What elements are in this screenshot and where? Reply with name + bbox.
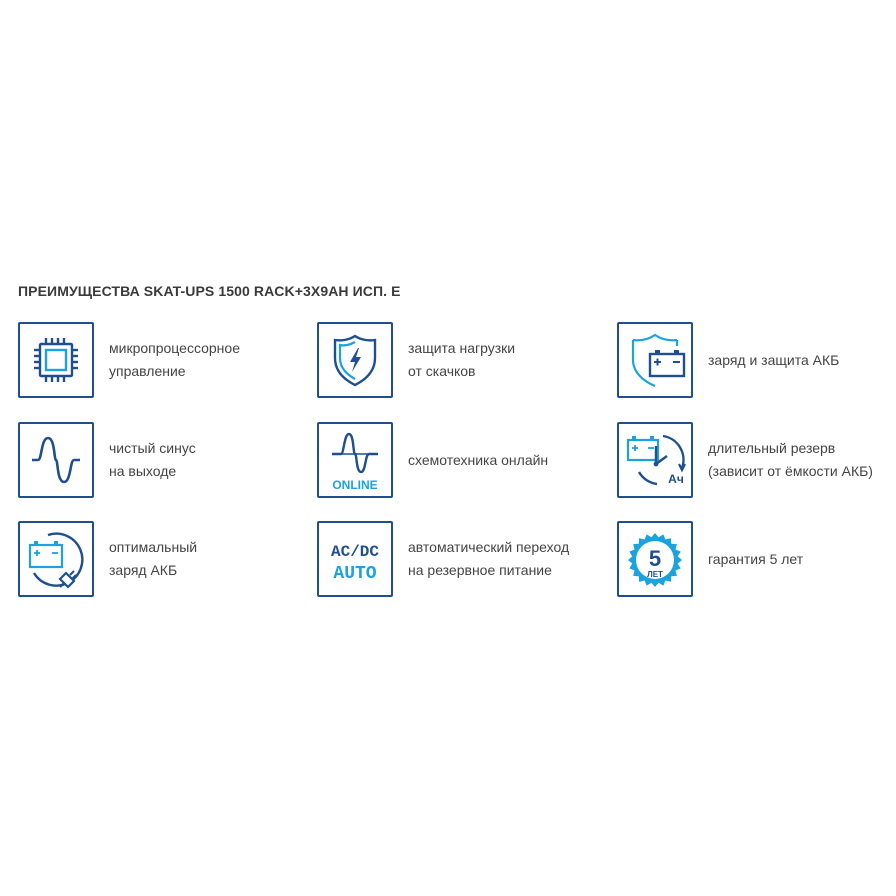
feature-label [109, 322, 240, 398]
feature-label [708, 521, 803, 597]
warranty-badge-icon [619, 523, 691, 595]
online-icon [319, 424, 391, 496]
feature-label [109, 521, 197, 597]
shield-battery-icon [619, 324, 691, 396]
icon-frame [617, 322, 693, 398]
feature-label [708, 422, 873, 498]
feature-label-line: от скачков [408, 363, 476, 379]
icon-frame [18, 322, 94, 398]
feature-auto-transfer [317, 521, 607, 599]
auto-icon-text: AUTO [333, 564, 377, 584]
feature-surge-protection [317, 322, 607, 400]
feature-label-line: (зависит от ёмкости АКБ) [708, 463, 873, 479]
feature-warranty [617, 521, 896, 599]
acdc-auto-icon [319, 523, 391, 595]
battery-plug-icon [20, 523, 92, 595]
feature-label-line: микропроцессорное [109, 340, 240, 356]
warranty-unit-text: ЛЕТ [647, 570, 663, 579]
feature-long-backup [617, 422, 896, 500]
feature-label-line: на выходе [109, 463, 177, 479]
shield-lightning-icon [319, 324, 391, 396]
acdc-icon-text: AC/DC [330, 543, 380, 561]
feature-microprocessor [18, 322, 308, 400]
feature-label [708, 322, 839, 398]
warranty-years-text: 5 [648, 546, 662, 571]
battery-clock-icon [619, 424, 691, 496]
feature-label-line: схемотехника онлайн [408, 451, 549, 468]
feature-optimal-charge [18, 521, 308, 599]
feature-label [408, 521, 569, 597]
feature-label [408, 422, 548, 498]
icon-frame [317, 322, 393, 398]
feature-label-line: заряд и защита АКБ [708, 351, 840, 368]
feature-label-line: автоматический переход [408, 539, 570, 555]
feature-label-line: длительный резерв [708, 440, 836, 456]
feature-label-line: управление [109, 363, 186, 379]
icon-frame [317, 521, 393, 597]
feature-label-line: оптимальный [109, 539, 198, 555]
section-title: ПРЕИМУЩЕСТВА SKAT-UPS 1500 RACK+3X9AH ИСП. Е [18, 283, 401, 299]
feature-label-line: на резервное питание [408, 562, 552, 578]
feature-online [317, 422, 607, 500]
feature-label-line: чистый синус [109, 440, 196, 456]
icon-frame [317, 422, 393, 498]
icon-frame [617, 521, 693, 597]
microprocessor-icon [20, 324, 92, 396]
icon-frame [18, 521, 94, 597]
feature-label-line: заряд АКБ [109, 562, 178, 578]
feature-pure-sine [18, 422, 308, 500]
feature-label [408, 322, 515, 398]
feature-label-line: защита нагрузки [408, 340, 516, 356]
feature-label-line: гарантия 5 лет [708, 550, 804, 567]
ah-icon-text: Ач [668, 472, 684, 486]
icon-frame [18, 422, 94, 498]
feature-battery-protection [617, 322, 896, 400]
sine-wave-icon [20, 424, 92, 496]
icon-frame [617, 422, 693, 498]
feature-label [109, 422, 196, 498]
online-icon-text: ONLINE [332, 478, 378, 492]
